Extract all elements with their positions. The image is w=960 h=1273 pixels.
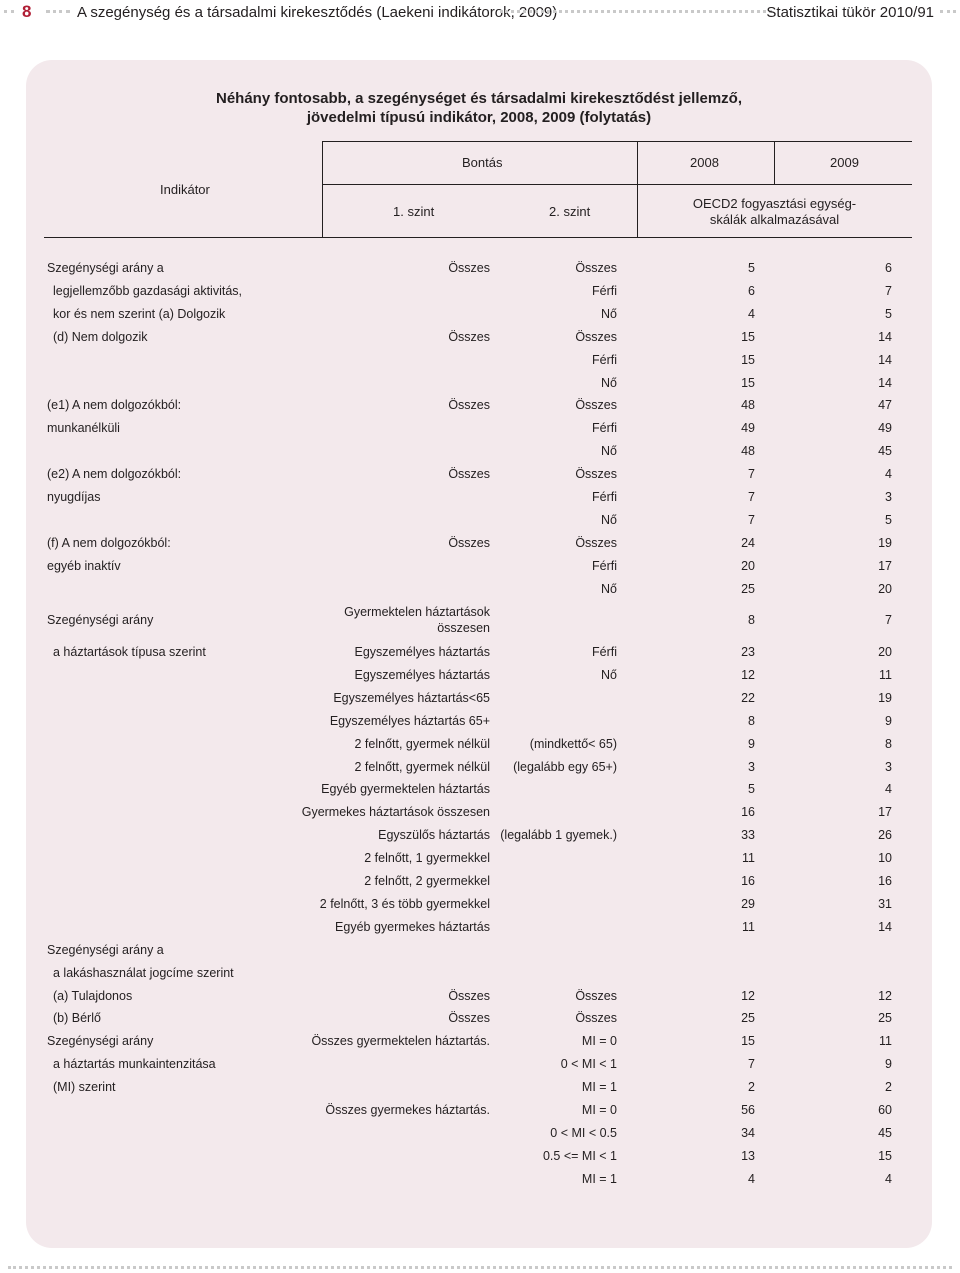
table-row [0, 258, 960, 278]
row-breakdown-level2: Férfi [592, 645, 617, 659]
row-value-2009: 3 [885, 759, 892, 774]
table-row [0, 665, 960, 685]
row-value-2008: 6 [748, 283, 755, 298]
row-value-2008: 8 [748, 713, 755, 728]
row-value-2009: 31 [878, 896, 892, 911]
row-indicator: a háztartás munkaintenzitása [53, 1057, 216, 1072]
row-breakdown-level1: Összes [448, 467, 490, 482]
table-row [0, 917, 960, 937]
row-breakdown-level2: 0 < MI < 1 [560, 1057, 617, 1072]
header-vrule-3 [774, 141, 775, 185]
row-indicator: (b) Bérlő [53, 1011, 101, 1026]
row-value-2009: 60 [878, 1103, 892, 1117]
row-breakdown-level2: Férfi [592, 352, 617, 367]
header-rule-mid [322, 184, 912, 185]
row-value-2008: 2 [748, 1080, 755, 1095]
row-value-2008: 48 [741, 444, 755, 459]
row-breakdown-level1: Összes [448, 398, 490, 413]
column-header-szint1: 1. szint [393, 204, 435, 219]
household-header-breakdown-line1: Gyermektelen háztartások [344, 605, 490, 619]
row-value-2008: 5 [748, 782, 755, 797]
table-row [0, 1008, 960, 1028]
row-breakdown-level1: Gyermekes háztartások összesen [301, 805, 490, 820]
table-row [0, 464, 960, 484]
row-value-2009: 14 [878, 375, 892, 390]
table-row [0, 1146, 960, 1166]
header-dots-mid-left [46, 10, 70, 13]
row-breakdown-level1: 2 felnőtt, gyermek nélkül [354, 759, 490, 774]
row-breakdown-level1: Összes [448, 261, 490, 275]
table-row [0, 642, 960, 662]
row-value-2008: 15 [741, 329, 755, 344]
row-value-2009: 5 [885, 512, 892, 527]
row-breakdown-level2: Összes [575, 261, 617, 275]
row-value-2008: 24 [741, 535, 755, 550]
row-breakdown-level2: Férfi [592, 283, 617, 298]
row-breakdown-level2: MI = 1 [581, 1171, 617, 1186]
row-breakdown-level2: Nő [601, 444, 617, 459]
header-rule-bottom [44, 237, 912, 238]
household-header-2008: 8 [748, 613, 755, 627]
table-row [0, 487, 960, 507]
row-value-2008: 9 [748, 736, 755, 751]
row-value-2009: 45 [878, 444, 892, 459]
row-breakdown-level1: Egyéb gyermektelen háztartás [321, 782, 490, 797]
row-value-2008: 48 [741, 398, 755, 413]
table-row [0, 963, 960, 983]
row-breakdown-level2: Összes [575, 988, 617, 1003]
row-value-2008: 13 [741, 1148, 755, 1163]
row-value-2009: 11 [879, 1034, 892, 1049]
row-value-2008: 7 [748, 1057, 755, 1072]
row-value-2009: 47 [878, 398, 892, 413]
row-value-2008: 15 [741, 375, 755, 390]
table-row [0, 304, 960, 324]
row-value-2009: 11 [879, 667, 892, 682]
column-header-bontas: Bontás [462, 155, 503, 170]
table-row [0, 802, 960, 822]
row-indicator: egyéb inaktív [47, 558, 121, 573]
row-breakdown-level2: Összes [575, 467, 617, 482]
row-breakdown-level1: 2 felnőtt, 2 gyermekkel [364, 874, 490, 888]
row-value-2008: 15 [741, 352, 755, 367]
row-indicator: legjellemzőbb gazdasági aktivitás, [53, 283, 242, 298]
table-row [0, 1054, 960, 1074]
running-right-title: Statisztikai tükör 2010/91 [766, 4, 934, 21]
row-breakdown-level2: Összes [575, 329, 617, 344]
row-indicator: kor és nem szerint (a) Dolgozik [53, 306, 226, 321]
row-value-2008: 15 [741, 1034, 755, 1049]
row-breakdown-level1: Egyéb gyermekes háztartás [335, 919, 490, 934]
row-value-2009: 26 [878, 828, 892, 843]
row-indicator: a háztartások típusa szerint [53, 645, 206, 659]
row-value-2008: 34 [741, 1125, 755, 1140]
row-value-2008: 12 [741, 988, 755, 1003]
row-indicator: (f) A nem dolgozókból: [47, 535, 171, 550]
row-value-2009: 49 [878, 421, 892, 436]
row-breakdown-level2: Nő [601, 667, 617, 682]
row-value-2009: 4 [885, 467, 892, 482]
row-value-2009: 9 [885, 1057, 892, 1072]
row-value-2008: 11 [742, 919, 755, 934]
table-row [0, 373, 960, 393]
table-row [0, 281, 960, 301]
row-indicator: (MI) szerint [53, 1080, 116, 1095]
running-title: A szegénység és a társadalmi kirekesztődés (Laekeni indikátorok, 2009) [77, 4, 558, 21]
table-row [0, 871, 960, 891]
row-value-2009: 3 [885, 490, 892, 504]
row-value-2009: 4 [885, 1171, 892, 1186]
row-value-2008: 5 [748, 261, 755, 275]
table-row [0, 688, 960, 708]
household-header-breakdown-line2: összesen [437, 621, 490, 635]
row-value-2009: 15 [878, 1148, 892, 1163]
row-value-2009: 14 [878, 329, 892, 344]
row-breakdown-level1: 2 felnőtt, gyermek nélkül [354, 736, 490, 751]
table-row [0, 711, 960, 731]
row-indicator: (e1) A nem dolgozókból: [47, 398, 182, 413]
column-header-oecd-line2: skálák alkalmazásával [709, 212, 840, 227]
table-row [0, 1100, 960, 1120]
row-indicator: Szegénységi arány [47, 1034, 154, 1049]
row-indicator: (a) Tulajdonos [53, 988, 133, 1003]
header-dots-right [940, 10, 956, 13]
row-value-2009: 17 [878, 805, 892, 820]
row-value-2009: 14 [878, 352, 892, 367]
row-value-2009: 19 [878, 690, 892, 705]
row-value-2009: 7 [885, 283, 892, 298]
row-breakdown-level1: Összes [448, 988, 490, 1003]
row-breakdown-level2: Nő [601, 512, 617, 527]
row-value-2009: 19 [878, 535, 892, 550]
row-value-2009: 8 [885, 736, 892, 751]
row-breakdown-level2: MI = 0 [581, 1034, 617, 1049]
table-row [0, 350, 960, 370]
row-value-2008: 25 [741, 1011, 755, 1026]
row-value-2008: 11 [742, 851, 755, 866]
row-breakdown-level1: Összes gyermektelen háztartás. [311, 1034, 490, 1049]
row-breakdown-level2: Nő [601, 306, 617, 321]
row-value-2008: 12 [741, 667, 755, 682]
row-value-2008: 7 [748, 490, 755, 504]
row-breakdown-level2: (mindkettő< 65) [529, 736, 617, 751]
row-value-2009: 9 [885, 713, 892, 728]
row-value-2008: 4 [748, 306, 755, 321]
row-value-2009: 5 [885, 306, 892, 321]
table-row [0, 441, 960, 461]
table-row [0, 825, 960, 845]
header-vrule-1 [322, 141, 323, 238]
table-row [0, 940, 960, 960]
table-title-line2: jövedelmi típusú indikátor, 2008, 2009 (folytatás) [306, 109, 652, 126]
row-value-2009: 6 [885, 261, 892, 275]
row-breakdown-level1: Egyszülős háztartás [378, 828, 490, 843]
table-row [0, 734, 960, 754]
row-value-2009: 20 [878, 581, 892, 596]
header-vrule-4 [637, 184, 638, 238]
row-breakdown-level1: Összes gyermekes háztartás. [325, 1103, 490, 1117]
row-value-2008: 16 [741, 874, 755, 888]
column-header-indikator: Indikátor [160, 182, 210, 197]
household-header-2009: 7 [885, 613, 892, 627]
row-value-2008: 4 [748, 1171, 755, 1186]
row-breakdown-level2: MI = 1 [581, 1080, 617, 1095]
row-indicator: (d) Nem dolgozik [53, 329, 148, 344]
row-breakdown-level2: Összes [575, 1011, 617, 1026]
row-breakdown-level1: Összes [448, 535, 490, 550]
column-header-2009: 2009 [830, 155, 859, 170]
row-value-2008: 23 [741, 645, 755, 659]
row-value-2008: 25 [741, 581, 755, 596]
table-row [0, 1031, 960, 1051]
row-value-2009: 20 [878, 645, 892, 659]
row-breakdown-level2: (legalább 1 gyemek.) [500, 828, 617, 843]
row-value-2009: 12 [878, 988, 892, 1003]
table-row [0, 327, 960, 347]
row-value-2009: 2 [885, 1080, 892, 1095]
row-breakdown-level2: Férfi [592, 490, 617, 504]
row-value-2009: 25 [878, 1011, 892, 1026]
row-value-2008: 7 [748, 467, 755, 482]
column-header-oecd-line1: OECD2 fogyasztási egység- [692, 196, 857, 211]
table-row [0, 757, 960, 777]
row-breakdown-level2: MI = 0 [581, 1103, 617, 1117]
row-value-2008: 49 [741, 421, 755, 436]
row-breakdown-level1: Egyszemélyes háztartás [354, 645, 490, 659]
row-breakdown-level2: Összes [575, 535, 617, 550]
row-breakdown-level2: Nő [601, 581, 617, 596]
table-row [0, 779, 960, 799]
table-row [0, 556, 960, 576]
footer-dots [8, 1266, 952, 1269]
table-row [0, 579, 960, 599]
table-title-line1: Néhány fontosabb, a szegénységet és társadalmi kirekesztődést jellemző, [215, 90, 743, 107]
row-value-2008: 29 [741, 896, 755, 911]
household-header-indicator: Szegénységi arány [47, 613, 154, 627]
row-breakdown-level1: Egyszemélyes háztartás 65+ [329, 713, 490, 728]
table-row [0, 510, 960, 530]
row-value-2008: 3 [748, 759, 755, 774]
row-value-2008: 20 [741, 558, 755, 573]
table-row [0, 986, 960, 1006]
row-value-2008: 33 [741, 828, 755, 843]
table-row [0, 418, 960, 438]
row-value-2009: 14 [878, 919, 892, 934]
column-header-2008: 2008 [690, 155, 719, 170]
row-breakdown-level1: Összes [448, 1011, 490, 1026]
row-indicator: Szegénységi arány a [47, 942, 164, 957]
row-indicator: nyugdíjas [47, 490, 101, 504]
row-breakdown-level2: 0.5 <= MI < 1 [542, 1148, 617, 1163]
table-row [0, 533, 960, 553]
row-breakdown-level2: Férfi [592, 421, 617, 436]
table-row [0, 894, 960, 914]
row-indicator: munkanélküli [47, 421, 120, 436]
column-header-szint2: 2. szint [549, 204, 591, 219]
header-dots-mid [500, 10, 772, 13]
row-value-2009: 16 [878, 874, 892, 888]
row-value-2009: 17 [878, 558, 892, 573]
row-breakdown-level2: (legalább egy 65+) [513, 759, 617, 774]
row-breakdown-level1: 2 felnőtt, 3 és több gyermekkel [319, 896, 490, 911]
row-indicator: (e2) A nem dolgozókból: [47, 467, 182, 482]
row-value-2008: 7 [748, 512, 755, 527]
row-value-2009: 45 [878, 1125, 892, 1140]
header-rule-top [322, 141, 912, 142]
row-breakdown-level2: Férfi [592, 558, 617, 573]
row-value-2008: 16 [741, 805, 755, 820]
row-breakdown-level1: Egyszemélyes háztartás [354, 667, 490, 682]
row-value-2008: 22 [741, 690, 755, 705]
page-number: 8 [22, 2, 32, 21]
row-value-2009: 10 [878, 851, 892, 866]
row-breakdown-level2: 0 < MI < 0.5 [550, 1125, 617, 1140]
row-indicator: Szegénységi arány a [47, 261, 164, 275]
row-breakdown-level1: Összes [448, 329, 490, 344]
row-value-2008: 56 [741, 1103, 755, 1117]
table-row [0, 1077, 960, 1097]
row-value-2009: 4 [885, 782, 892, 797]
row-breakdown-level1: 2 felnőtt, 1 gyermekkel [364, 851, 490, 866]
row-breakdown-level2: Nő [601, 375, 617, 390]
table-row [0, 848, 960, 868]
table-row [0, 1123, 960, 1143]
header-vrule-2 [637, 141, 638, 185]
row-indicator: a lakáshasználat jogcíme szerint [53, 965, 234, 980]
table-row [0, 395, 960, 415]
table-row [0, 1169, 960, 1189]
header-dots-left [4, 10, 14, 13]
row-breakdown-level2: Összes [575, 398, 617, 413]
row-breakdown-level1: Egyszemélyes háztartás<65 [333, 690, 490, 705]
